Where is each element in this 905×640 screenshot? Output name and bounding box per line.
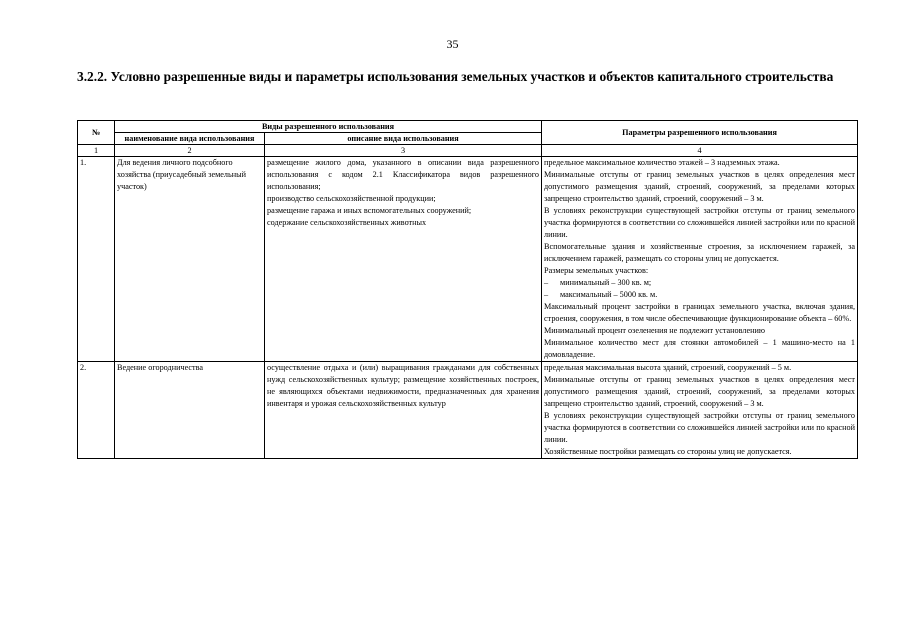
parameter-paragraph: Размеры земельных участков: [544,266,649,275]
size-item-text: максимальный – 5000 кв. м. [560,290,658,299]
description-line: размещение жилого дома, указанного в описании вида разрешенного использования с кодом 2.1 Классификатора видов разрешенного использования; [267,158,540,191]
col-number: 2 [115,145,265,157]
parameter-paragraph: Минимальный процент озеленения не подлежит установлению [544,326,765,335]
use-type-name: Для ведения личного подсобного хозяйства (приусадебный земельный участок) [115,157,265,362]
parameter-paragraph: предельная максимальная высота зданий, строений, сооружений – 5 м. [544,363,792,372]
use-type-name: Ведение огородничества [115,362,265,459]
col-number: 3 [265,145,542,157]
use-type-description [265,157,542,362]
section-heading: 3.2.2. Условно разрешенные виды и параметры использования земельных участков и объектов капитального строительства [77,69,834,84]
col-name-header: наименование вида использования [115,133,265,145]
parameter-paragraph: Минимальное количество мест для стоянки автомобилей – 1 машино-место на 1 домовладение. [544,338,856,359]
list-dash: – [544,290,549,299]
group-header: Виды разрешенного использования [115,121,542,133]
parameter-paragraph: Максимальный процент застройки в границах земельного участка, включая здания, строения, сооружения, в том числе обеспечивающие функционирование объекта – 60%. [544,302,856,323]
size-item-text: минимальный – 300 кв. м; [560,278,652,287]
col-no-header: № [78,121,115,145]
col-params-header: Параметры разрешенного использования [542,121,858,145]
page-number: 35 [446,37,459,51]
parameter-paragraph: Вспомогательные здания и хозяйственные строения, за исключением гаражей, за исключением гаражей, размещать со стороны улиц не допускается. [544,242,856,263]
parameter-paragraph: Минимальные отступы от границ земельных участков в целях определения мест допустимого размещения зданий, строений, сооружений, за пределами которых запрещено строительство зданий, строений, сооружений – 3 м. [544,170,856,203]
description-line: осуществление отдыха и (или) выращивания гражданами для собственных нужд сельскохозяйственных культур; размещение хозяйственных построек, не являющихся объектами недвижимости, предназначенных для хранения инвентаря и урожая сельскохозяйственных культур [267,363,540,408]
description-line: размещение гаража и иных вспомогательных сооружений; [267,206,472,215]
list-dash: – [544,278,549,287]
size-list-item [544,289,855,301]
description-line: производство сельскохозяйственной продукции; [267,194,436,203]
parameter-paragraph: Минимальные отступы от границ земельных участков в целях определения мест допустимого размещения зданий, строений, сооружений, за пределами которых запрещено строительство зданий, строений, сооружений – 3 м. [544,375,856,408]
parameter-paragraph: В условиях реконструкции существующей застройки отступы от границ земельного участка формируются в соответствии со сложившейся линией застройки или по красной линии. [544,206,856,239]
table-row [78,157,858,362]
column-number-row [78,145,858,157]
parameter-paragraph: В условиях реконструкции существующей застройки отступы от границ земельного участка формируются в соответствии со сложившейся линией застройки или по красной линии. [544,411,856,444]
table-row [78,362,858,459]
row-number: 1. [78,157,115,362]
parameter-paragraph: предельное максимальное количество этажей – 3 надземных этажа. [544,158,780,167]
size-list-item [544,277,855,289]
use-parameters [542,362,858,459]
use-type-description [265,362,542,459]
parameter-paragraph: Хозяйственные постройки размещать со стороны улиц не допускается. [544,447,792,456]
land-use-table [77,120,858,459]
use-parameters [542,157,858,362]
col-number: 4 [542,145,858,157]
row-number: 2. [78,362,115,459]
description-line: содержание сельскохозяйственных животных [267,218,427,227]
col-number: 1 [78,145,115,157]
header-row-1 [78,121,858,133]
col-desc-header: описание вида использования [265,133,542,145]
